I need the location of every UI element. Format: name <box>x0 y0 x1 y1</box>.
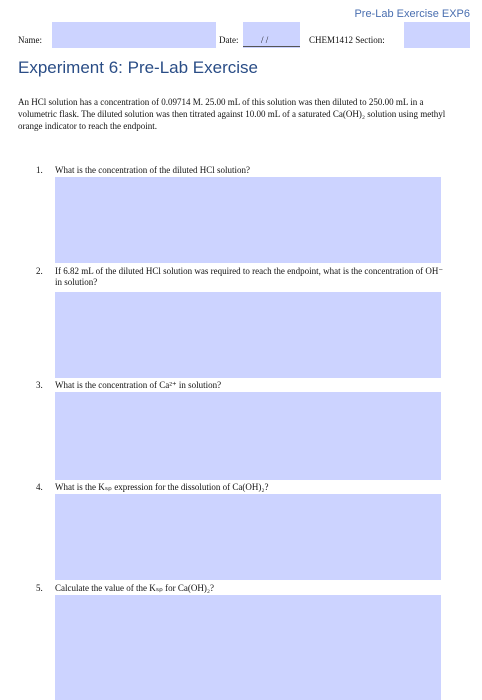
section-field[interactable] <box>404 22 470 48</box>
question-text: What is the Kₛₚ expression for the dissolution of Ca(OH)₂? <box>55 482 269 492</box>
answer-field-4[interactable] <box>55 494 441 580</box>
answer-field-2[interactable] <box>55 292 441 378</box>
date-underline <box>243 46 300 47</box>
question-number: 1. <box>36 165 43 175</box>
question-number: 4. <box>36 482 43 492</box>
name-field[interactable] <box>52 22 216 48</box>
question-number: 5. <box>36 583 43 593</box>
answer-field-1[interactable] <box>55 177 441 263</box>
student-info-row <box>18 22 470 48</box>
date-placeholder: / / <box>261 35 269 45</box>
date-field[interactable] <box>243 22 300 48</box>
header-tag: Pre-Lab Exercise EXP6 <box>354 8 470 20</box>
date-label: Date: <box>219 35 239 45</box>
section-label: CHEM1412 Section: <box>309 35 385 45</box>
page-title: Experiment 6: Pre-Lab Exercise <box>18 58 258 77</box>
answer-field-3[interactable] <box>55 392 441 480</box>
question-text: What is the concentration of Ca²⁺ in solution? <box>55 380 222 390</box>
answer-field-5[interactable] <box>55 595 441 700</box>
question-number: 3. <box>36 380 43 390</box>
question-text: If 6.82 mL of the diluted HCl solution was required to reach the endpoint, what is the concentration of OH⁻ in solution? <box>55 266 444 287</box>
question-text: What is the concentration of the diluted HCl solution? <box>55 165 250 175</box>
question-number: 2. <box>36 266 43 276</box>
intro-paragraph: An HCl solution has a concentration of 0.09714 M. 25.00 mL of this solution was then diluted to 250.00 mL in a volumetric flask. The diluted solution was then titrated against 10.00 mL of a saturated Ca(OH)₂ solution using methyl orange indicator to reach the endpoint. <box>18 97 446 131</box>
question-text: Calculate the value of the Kₛₚ for Ca(OH)₂? <box>55 583 215 593</box>
name-label: Name: <box>18 35 42 45</box>
